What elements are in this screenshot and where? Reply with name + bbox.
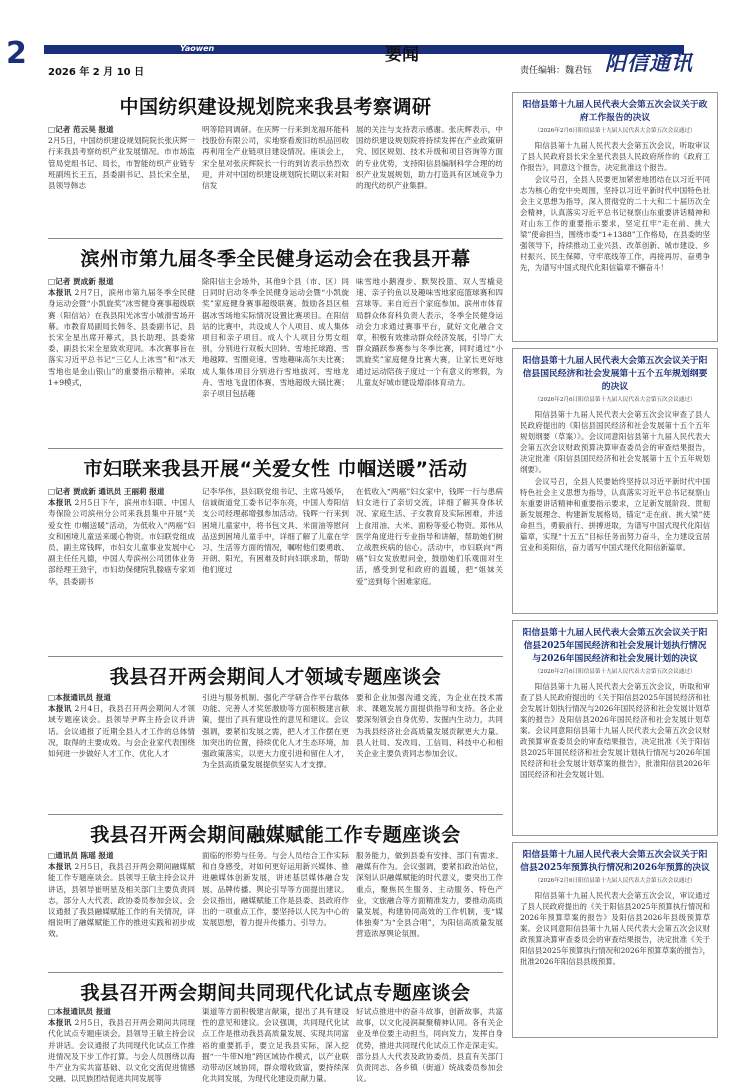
article-column: [202, 486, 349, 650]
article-column: [356, 276, 503, 442]
resolution-text: 阳信县第十九届人民代表大会第五次会议审查了县人民政府提出的《阳信县国民经济和社会发展第十五个五年规划纲要（草案）》。会议同意阳信县第十九届人民代表大会第五次会议财政预算决算审查委员会的审查结果报告，决定批准《阳信县国民经济和社会发展第十五个五年规划纲要》。: [520, 410, 710, 474]
article-column: [356, 1006, 503, 1084]
article-column: [356, 850, 503, 968]
divider: [48, 972, 503, 973]
article-text: 明等陪同调研。在庆辉一行来到龙福环能科技股份有限公司，实地察看废旧纺织品回收再利用全产业链项目建设情况。座谈会上，宋全星对张庆辉院长一行的到访表示热烈欢迎，并对中国纺织建设规划院长期以来对阳信发: [202, 125, 349, 191]
article-column: [48, 276, 195, 442]
section-bar: [44, 45, 684, 54]
article-text: 在低收入“两癌”妇女家中，钱晖一行与患病妇女进行了亲切交流，详细了解其身体状况、家庭生活、子女教育及实际困难，并送上食用油、大米、面粉等爱心物资。郑伟从医学角度进行专业指导和讲解，帮助她们树立战胜疾病的信心。活动中，市妇联向“两癌”妇女发放慰问金，鼓励她们乐观面对生活，感受到党和政府的温暖，把“姐妹关爱”送到每个困难家庭。: [356, 487, 503, 586]
resolution-title[interactable]: 阳信县第十九届人民代表大会第五次会议关于阳信县2025年国民经济和社会发展计划执行情况与2026年国民经济和社会发展计划的决议: [522, 628, 708, 664]
article-body: [48, 1006, 503, 1084]
article-text: 要和企业加强沟通交流，为企业在技术需求、课题发展方面提供指导和支持。各企业要深刻领会自身优势、发掘内生动力，共同为我县经济社会高质量发展贡献更大力量。县人社局、发改局、工信局、科技中心和相关企业主要负责同志参加会议。: [356, 693, 503, 759]
divider: [48, 656, 503, 657]
article-column: [202, 1006, 349, 1084]
article-column: [356, 124, 503, 232]
section-name: 要闻: [385, 45, 419, 65]
article-text: 2月7日，滨州市第九届冬季全民健身运动会暨“小凯旋奖”冰雪健身赛事超级联赛（阳信站）在我县阳光冰雪小城滑雪场开幕。市教育局副局长韩冬、县委副书记、县长宋全星出席开幕式，县长助理、县委常委、副县长宋全星致欢迎词。本次赛事旨在落实习近平总书记“三亿人上冰雪”和“冰天雪地也是金山银山”的重要指示精神。采取1+9模式，: [48, 288, 195, 387]
byline: □记者 贾成新 通讯员 王丽莉 报道: [48, 487, 165, 496]
resolution-subtitle: （2026年2月6日阳信县第十九届人民代表大会第五次会议通过）: [534, 397, 696, 403]
resolution-box: [512, 348, 718, 614]
article-headline[interactable]: 中国纺织建设规划院来我县考察调研: [119, 96, 432, 118]
article-column: [202, 124, 349, 232]
article-column: [202, 276, 349, 442]
article-column: [202, 850, 349, 968]
byline: □记者 贾成新 报道: [48, 277, 114, 286]
resolution-subtitle: （2026年2月6日阳信县第十九届人民代表大会第五次会议通过）: [534, 669, 696, 675]
section-name-en: Yaowen: [180, 44, 215, 53]
article-text: 2月5日下午，滨州市妇联、中国人寿保险公司滨州分公司来我县集中开展“关爱女性 巾帼送暖”活动，为低收入“两癌”妇女和困境儿童送来暖心物资。市妇联党组成员、副主席钱晖，市妇女儿童事业发展中心副主任任凡德，中国人寿滨州公司团体业务部经理王劲宇，市妇幼保健院乳腺癌专家刘华，县委副书: [48, 498, 195, 586]
byline: □通讯员 陈瑶 报道: [48, 851, 114, 860]
article-column: [48, 850, 195, 968]
byline: □记者 范云昊 报道: [48, 125, 114, 134]
lead-label: 本报讯: [48, 862, 72, 872]
resolution-text: 会议号召，全县人民要始终坚持以习近平新时代中国特色社会主义思想为指导，认真落实习近平总书记视察山东重要讲话精神和重要指示要求，立足新发展阶段、贯彻新发展理念、构建新发展格局，锚定“走在前、挑大梁”使命担当，勇毅前行、拼搏进取，为谱写中国式现代化阳信篇章，实现“十五五”目标任务而努力奋斗，全力建设宜居宜业和美阳信，奋力谱写中国式现代化阳信新篇章。: [520, 477, 710, 552]
article-body: [48, 276, 503, 442]
article-headline[interactable]: 我县召开两会期间人才领域专题座谈会: [109, 666, 442, 688]
article-text: 2月4日，我县召开两会期间人才领域专题座谈会。县领导尹晖主持会议并讲话。会议通报了近期全县人才工作的总体情况，取得的主要成效。与会企业家代表围绕如何进一步做好人才工作、优化人才: [48, 704, 195, 759]
publication-date: 2026 年 2 月 10 日: [48, 67, 145, 78]
newspaper-masthead: 阳信通讯: [605, 50, 693, 75]
article-text: 服务能力，做到县委有安排、部门有需求、融媒有作为。会议强调，要紧扣政治站位，深刻认识融媒赋能的时代意义，要突出工作重点，聚焦民生服务、主动服务、特色产业，文旅融合等方面精准发力，要推动高质量发展，构建协同高效的工作机制，变“媒体独奏”为“全县合唱”，为阳信高质量发展营造浓厚舆论氛围。: [356, 851, 503, 939]
article-column: [48, 486, 195, 650]
article-headline[interactable]: 市妇联来我县开展“关爱女性 巾帼送暖”活动: [83, 458, 468, 480]
resolution-box: [512, 842, 718, 1038]
article-text: 2月5日，我县召开两会期间融媒赋能工作专题座谈会。县领导王敏主持会议并讲话，县领导崔明星及相关部门主要负责同志，部分人大代表、政协委员参加会议。会议通报了我县融媒赋能工作的有关情况，详细说明了融媒赋能工作的推进实践和初步成效。: [48, 862, 195, 939]
main-articles: [48, 92, 503, 1084]
article-headline[interactable]: 滨州市第九届冬季全民健身运动会在我县开幕: [80, 248, 471, 270]
divider: [48, 814, 503, 815]
resolution-subtitle: （2026年2月6日阳信县第十九届人民代表大会第五次会议通过）: [534, 878, 696, 884]
lead-label: 本报讯: [48, 288, 72, 298]
article-column: [356, 486, 503, 650]
article-body: [48, 850, 503, 968]
lead-label: 本报讯: [48, 498, 72, 508]
lead-label: 本报讯: [48, 704, 72, 714]
page-number: 2: [6, 36, 27, 71]
article-body: [48, 486, 503, 650]
article-text: 展的关注与支持表示感谢。张庆辉表示，中国纺织建设规划院将持续发挥在产业政策研究、园区规划、技术升级和项目咨询等方面的专业优势，支持阳信县编制科学合理的纺织产业发展规划，助力打造具有区域竞争力的现代纺织产业集群。: [356, 125, 503, 191]
article-text: 记李华伟，县妇联党组书记、主席马媛华，信诚街道党工委书记李东亮，中国人寿阳信支公司经理郝增强参加活动。钱晖一行来到困境儿童家中，将书包文具、米面油等慰问品送到困境儿童手中，详细了解了儿童在学习、生活等方面的情况，嘱咐他们要勇敢、开朗、阳光，有困难及时向妇联求助，帮助他们度过: [202, 487, 349, 575]
resolution-title[interactable]: 阳信县第十九届人民代表大会第五次会议关于阳信县国民经济和社会发展第十五个五年规划纲要的决议: [522, 356, 708, 392]
resolution-subtitle: （2026年2月6日阳信县第十九届人民代表大会第五次会议通过）: [534, 128, 696, 134]
article-column: [356, 692, 503, 810]
article-text: 好试点推进中的奋斗故事，创新故事，共富故事，以文化浸润凝聚精神认同。各有关企业及单位要主动担当，同向发力，发挥自身优势，推进共同现代化试点工作走深走实。部分县人大代表及政协委员、县直有关部门负责同志、各乡镇（街道）统战委员参加会议。: [356, 1007, 503, 1084]
resolution-box: [512, 620, 718, 836]
resolution-text: 阳信县第十九届人民代表大会第五次会议，听取和审查了县人民政府提出的《关于阳信县2025年国民经济和社会发展计划执行情况与2026年国民经济和社会发展计划草案的报告》及阳信县2026年国民经济和社会发展计划草案。会议同意阳信县第十九届人民代表大会第五次会议财政预算审查委员会的审查结果报告，决定批准《关于阳信县2025年国民经济和社会发展计划执行情况与2026年国民经济和社会发展计划草案的报告》，批准阳信县2026年国民经济和社会发展计划。: [520, 682, 710, 779]
article-text: 除阳信主会场外，其他9个县（市、区）同日同时启动冬季全民健身运动会暨“小凯旋奖”家庭健身赛事超级联赛。鼓励各县区根据冰雪场地实际情况设置比赛项目。在阳信站的比赛中，共设成人个人项目、成人集体项目和亲子项目。成人个人项目分男女组别，分别进行双板大回转、雪地托球跑、雪地越障、雪圈竞速、雪地趣味高尔夫比赛；成人集体项目分别进行雪地拔河、雪地龙舟、雪地飞盘团体赛、雪地超级大锅比赛；亲子项目包括趣: [202, 277, 349, 399]
divider: [48, 238, 503, 239]
article-text: 面临的形势与任务。与会人员结合工作实际和自身感受，对如何更好运用新兴媒体、推进融媒体创新发展，讲述基层媒体融合发展、品牌传播、舆论引导等方面提出建议。会议指出，融媒赋能工作是县委、县政府作出的一项重点工作，要坚持以人民为中心的发展思想，着力提升传播力、引导力。: [202, 851, 349, 928]
byline: □本报通讯员 报道: [48, 693, 111, 702]
article-headline[interactable]: 我县召开两会期间共同现代化试点专题座谈会: [80, 982, 471, 1004]
article-column: [48, 124, 195, 232]
article-text: 2月5日，中国纺织建设规划院院长张庆辉一行来我县考察纺织产业发展情况。市市场监管局党组书记、局长，市智能纺织产业链专班副班长王五，县委副书记、县长宋全星，县领导韩志: [48, 136, 195, 191]
responsible-editor: 责任编辑：魏君钰: [520, 66, 593, 76]
resolution-text: 阳信县第十九届人民代表大会第五次会议，审议通过了县人民政府提出的《关于阳信县2025年预算执行情况和2026年预算草案的报告》及阳信县2026年县级预算草案。会议同意阳信县第十九届人民代表大会第五次会议财政预算决算审查委员会的审查结果报告，决定批准《关于阳信县2025年预算执行情况和2026年预算草案的报告》，批准2026年阳信县县级预算。: [520, 891, 710, 966]
resolutions-sidebar: [512, 92, 718, 1042]
article-text: 2月5日，我县召开两会期间共同现代化试点专题座谈会。县领导王敏主持会议并讲话。会议通报了共同现代化试点工作推进情况及下步工作打算。与会人员围绕以海牛产业为实共富基础、以文化交流促进情感交融、以民族团结促进共同发展等: [48, 1018, 195, 1084]
article-column: [48, 692, 195, 810]
page-header: [0, 0, 735, 82]
article-column: [48, 1006, 195, 1084]
article-text: 渠道等方面积极建言献策，提出了具有建设性的意见和建议。会议强调，共同现代化试点工作是推动我县高质量发展、实现共同富裕的重要抓手，要立足我县实际，深入挖掘“一牛带N地”跨区域协作模式，以产业联动带动区域协同，群众增收致富，要持续深化共同发展，为现代化建设贡献力量。: [202, 1007, 349, 1084]
divider: [48, 448, 503, 449]
lead-label: 本报讯: [48, 1018, 72, 1028]
resolution-title[interactable]: 阳信县第十九届人民代表大会第五次会议关于阳信县2025年预算执行情况和2026年预算的决议: [520, 850, 710, 873]
resolution-title[interactable]: 阳信县第十九届人民代表大会第五次会议关于政府工作报告的决议: [522, 100, 708, 123]
article-text: 味雪地小鹅漫步、默契投篮、双人雪橇竞速、亲子钓鱼以及趣味雪地家庭篮球赛和四宫球等。来自近百个家庭参加。滨州市体育局群众体育科负责人表示，冬季全民健身运动会力求通过赛事平台，就好文化融合文章，积极有效推动群众经济发展，引导广大群众踊跃参赛参与冬季比赛，同时通过“小凯旋奖”家庭健身比赛大赛，让家长更好地通过运动陪孩子度过一个有意义的寒假，为儿童友好城市建设增添体育动力。: [356, 277, 503, 387]
article-column: [202, 692, 349, 810]
article-headline[interactable]: 我县召开两会期间融媒赋能工作专题座谈会: [90, 824, 461, 846]
resolution-box: [512, 92, 718, 342]
resolution-text: 阳信县第十九届人民代表大会第五次会议，听取审议了县人民政府县长宋全星代表县人民政府所作的《政府工作报告》，同意这个报告，决定批准这个报告。: [520, 141, 710, 172]
article-body: [48, 692, 503, 810]
resolution-text: 会议号召，全县人民要更加紧密地团结在以习近平同志为核心的党中央周围，坚持以习近平新时代中国特色社会主义思想为指导，深入贯彻党的二十大和二十届历次全会精神，认真落实习近平总书记视察山东重要讲话精神和对山东工作的重要指示要求，坚定扛牢“走在前、挑大梁”使命担当，围绕市委“1+1388”工作格局，在县委的坚强领导下，持续推动工业兴县、改革创新、城市建设、乡村振兴、民生保障、守牢底线等工作，再接再厉、奋勇争先，为谱写中国式现代化阳信篇章不懈奋斗！: [520, 175, 710, 272]
byline: □本报通讯员 报道: [48, 1007, 111, 1016]
article-body: [48, 124, 503, 232]
article-text: 引进与服务机制、强化产学研合作平台载体功能、完善人才奖惩激励等方面积极建言献策，提出了具有建设性的意见和建议。会议强调，要紧扣发展之需，把人才工作摆在更加突出的位置，持续优化人才生态环境，加强政策落实，以更大力度引进和留住人才，为全县高质量发展提供坚实人才支撑。: [202, 693, 349, 770]
